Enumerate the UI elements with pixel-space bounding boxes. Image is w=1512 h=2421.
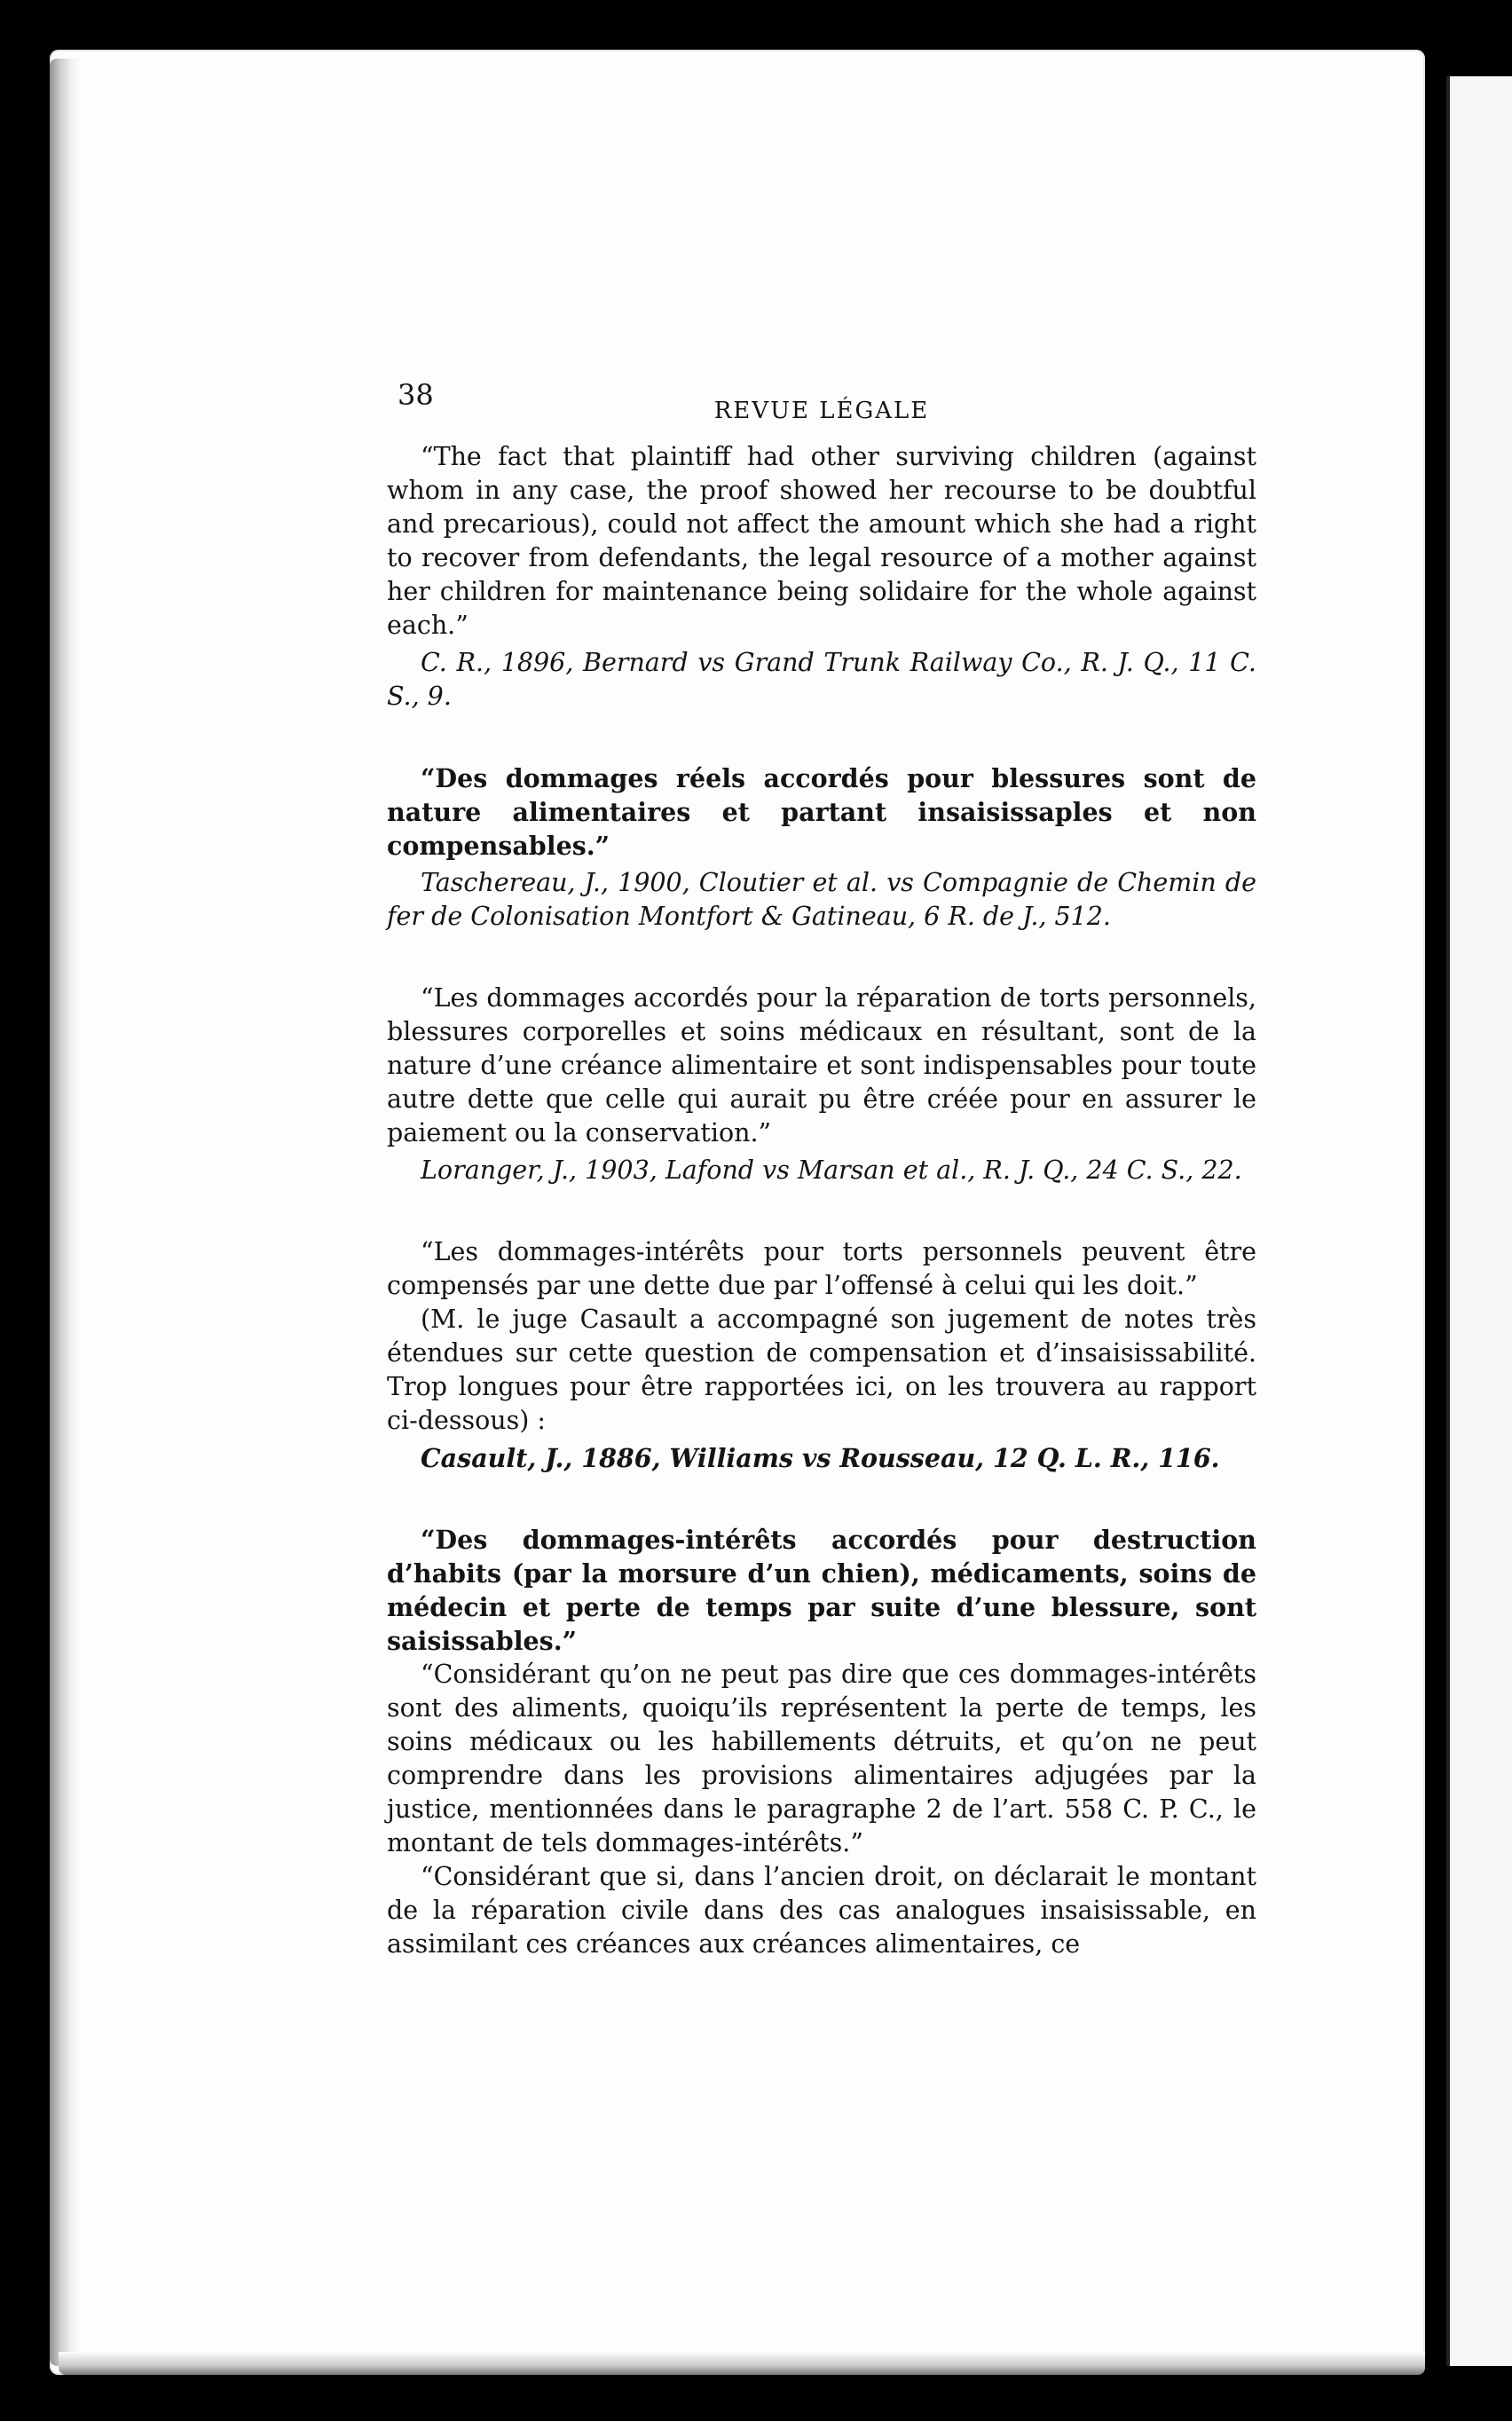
- quote-paragraph: “Les dommages accordés pour la réparation de torts personnels, blessures corporelles et soins médicaux en résultant, sont de la nature d’une créance alimentaire et sont indispensables pour toute autre dette que celle qui aurait pu être créée pour en assurer le paiement ou la conservation.”: [387, 983, 1256, 1147]
- quote-paragraph: “Des dommages-intérêts accordés pour destruction d’habits (par la morsure d’un chien), médicaments, soins de médecin et perte de temps par suite d’une blessure, sont saisissables.”: [387, 1525, 1256, 1656]
- page-text-block: [387, 373, 1256, 1961]
- section-gap: [387, 934, 1256, 982]
- section-gap: [387, 1475, 1256, 1523]
- case-citation: Loranger, J., 1903, Lafond vs Marsan et al., R. J. Q., 24 C. S., 22.: [421, 1155, 1242, 1185]
- case-citation: C. R., 1896, Bernard vs Grand Trunk Railway Co., R. J. Q., 11 C. S., 9.: [387, 648, 1256, 711]
- page-header: [387, 373, 1256, 440]
- quote-paragraph: “Des dommages réels accordés pour blessures sont de nature alimentaires et partant insaisissaples et non compensables.”: [387, 763, 1256, 861]
- page-bottom-edge-shadow: [59, 2352, 1425, 2375]
- considerant-paragraph: “Considérant que si, dans l’ancien droit, on déclarait le montant de la réparation civile dans des cas analogues insaisissable, en assimilant ces créances aux créances alimentaires, ce: [387, 1862, 1256, 1959]
- adjacent-page-edge: [1446, 76, 1512, 2366]
- case-citation: Taschereau, J., 1900, Cloutier et al. vs Compagnie de Chemin de fer de Colonisation Montfort & Gatineau, 6 R. de J., 512.: [387, 868, 1256, 931]
- section-gap: [387, 714, 1256, 761]
- page-number: 38: [398, 378, 434, 412]
- running-head: REVUE LÉGALE: [713, 398, 930, 424]
- editor-note: (M. le juge Casault a accompagné son jugement de notes très étendues sur cette question de compensation et d’insaisissabilité. Trop longues pour être rapportées ici, on les trouvera au rapport ci-dessous) :: [387, 1305, 1256, 1435]
- considerant-paragraph: “Considérant qu’on ne peut pas dire que ces dommages-intérêts sont des aliments, quoiqu’ils représentent la perte de temps, les soins médicaux ou les habillements détruits, et qu’on ne peut comprendre dans les provisions alimentaires adjugées par la justice, mentionnées dans le paragraphe 2 de l’art. 558 C. P. C., le montant de tels dommages-intérêts.”: [387, 1660, 1256, 1857]
- quote-paragraph: “Les dommages-intérêts pour torts personnels peuvent être compensés par une dette due par l’offensé à celui qui les doit.”: [387, 1237, 1256, 1300]
- section-gap: [387, 1187, 1256, 1235]
- quote-paragraph: “The fact that plaintiff had other surviving children (against whom in any case, the proof showed her recourse to be doubtful and precarious), could not affect the amount which she had a right to recover from defendants, the legal resource of a mother against her children for maintenance being solidaire for the whole against each.”: [387, 442, 1256, 640]
- page-left-edge-shadow: [50, 59, 80, 2366]
- case-citation: Casault, J., 1886, Williams vs Rousseau, 12 Q. L. R., 116.: [421, 1443, 1220, 1473]
